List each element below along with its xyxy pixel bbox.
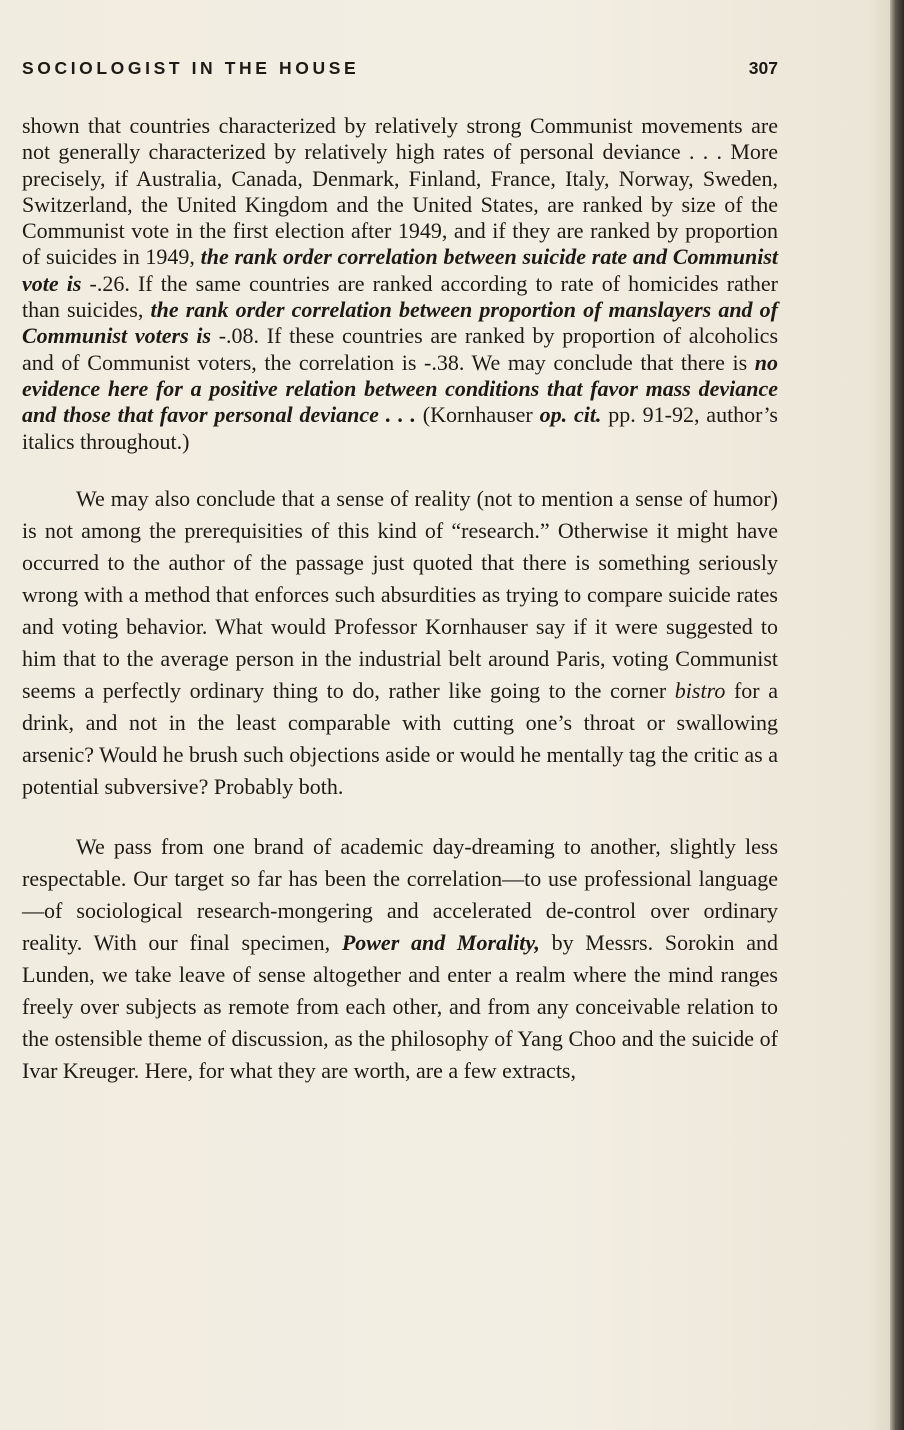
text-run: pp. 91-92, author’s italics throughout.)	[22, 402, 778, 454]
page-number: 307	[748, 58, 778, 78]
italic-text-run: bistro	[674, 677, 726, 703]
text-run: (Kornhauser	[415, 402, 540, 428]
text-run: -.08. If these countries are ranked by proportion of alcoholics and of Communist voters, the correlation is -.38. We may conclude that there is	[22, 323, 779, 375]
body-text	[22, 113, 778, 1087]
text-run: shown that countries characterized by relatively strong Communist movements are not generally characterized by relatively high rates of personal deviance . . . More precisely, if Australia, Canada, Denmark, Finland, France, Italy, Norway, Sweden, Switzerland, the United Kingdom and the United States, are ranked by size of the Communist vote in the first election after 1949, and if they are ranked by proportion of suicides in 1949,	[22, 113, 778, 270]
text-run: for a drink, and not in the least comparable with cutting one’s throat or swallowing arsenic? Would he brush such objections aside or would he mentally tag the critic as a potential subversive? Probably both.	[22, 677, 778, 799]
text-run: We pass from one brand of academic day-dreaming to another, slightly less respectable. Our target so far has been the correlation—to use professional language—of sociological research-mongering and accelerated de-control over ordinary reality. With our final specimen,	[22, 833, 778, 955]
italic-text-run: Power and Morality,	[341, 929, 540, 955]
page-binding-edge	[890, 0, 904, 1430]
italic-text-run: the rank order correlation between proportion of manslayers and of Communist voters is	[22, 297, 778, 349]
italic-text-run: op. cit.	[539, 402, 602, 428]
text-run: by Messrs. Sorokin and Lunden, we take leave of sense altogether and enter a realm where the mind ranges freely over subjects as remote from each other, and from any conceivable relation to the ostensible theme of discussion, as the philosophy of Yang Choo and the suicide of Ivar Kreuger. Here, for what they are worth, are a few extracts,	[22, 929, 778, 1083]
italic-text-run: the rank order correlation between suicide rate and Communist vote is	[22, 244, 778, 296]
text-run: We may also conclude that a sense of reality (not to mention a sense of humor) is not among the prerequisities of this kind of “research.” Otherwise it might have occurred to the author of the passage just quoted that there is something seriously wrong with a method that enforces such absurdities as trying to compare suicide rates and voting behavior. What would Professor Kornhauser say if it were suggested to him that to the average person in the industrial belt around Paris, voting Communist seems a perfectly ordinary thing to do, rather like going to the corner	[22, 485, 778, 703]
paragraph-quoted-passage	[22, 113, 778, 455]
paragraph-sense-of-reality	[22, 483, 778, 803]
italic-text-run: no evidence here for a positive relation between conditions that favor mass deviance and those that favor personal deviance . . .	[22, 349, 778, 428]
paragraph-power-and-morality	[22, 831, 778, 1087]
page-header	[22, 58, 778, 88]
running-head: SOCIOLOGIST IN THE HOUSE	[22, 58, 360, 78]
text-run: -.26. If the same countries are ranked according to rate of homicides rather than suicides,	[22, 270, 778, 323]
